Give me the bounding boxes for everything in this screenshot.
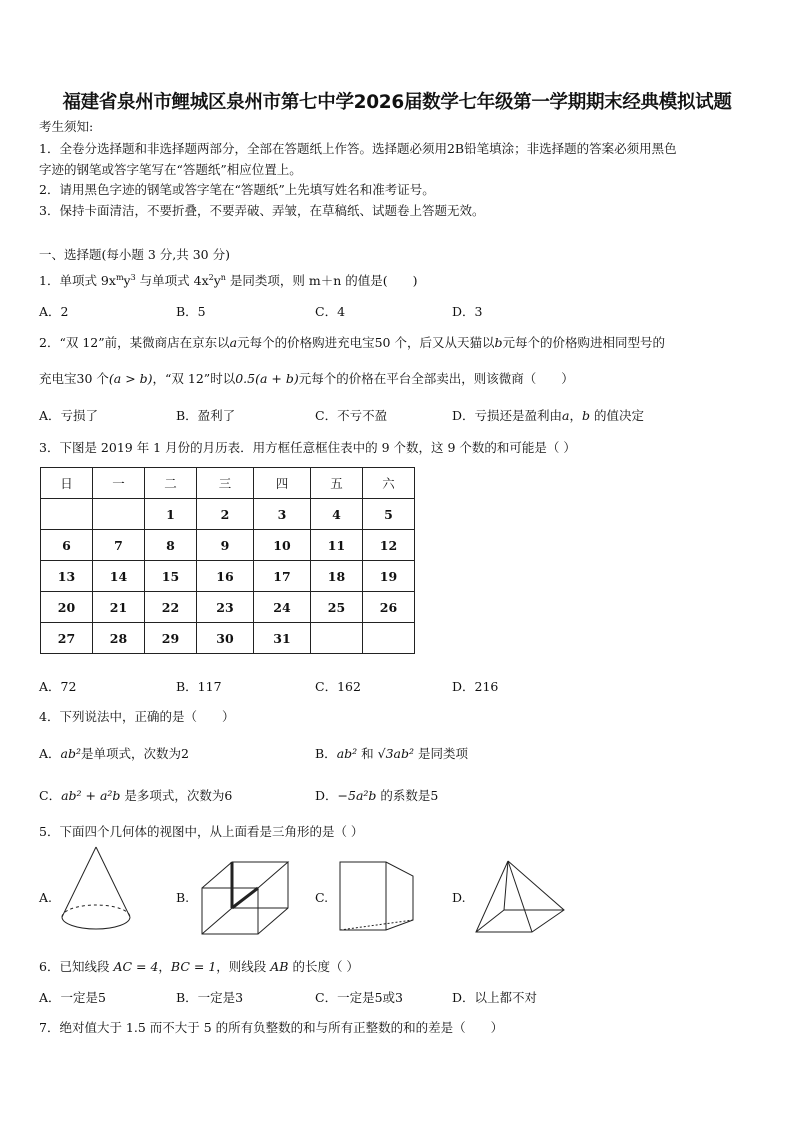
cone-base-front [62, 917, 130, 929]
calendar-row [41, 561, 415, 592]
q4-expr: ab² [60, 746, 81, 761]
q4-option-text: 是多项式，次数为6 [120, 788, 233, 803]
q1-stem-part: 是同类项，则 m＋n 的值是( ) [225, 273, 418, 288]
q2-option-b: B．盈利了 [176, 408, 236, 423]
calendar-cell: 6 [41, 530, 93, 561]
calendar-header-row [41, 468, 415, 499]
notice-item-2: 2．请用黑色字迹的钢笔或答字笔在“答题纸”上先填写姓名和准考证号。 [39, 182, 435, 197]
calendar-cell: 4 [311, 499, 363, 530]
q6-text: 的长度（ ） [288, 959, 359, 974]
q2-option-d-sep: ， [569, 408, 582, 423]
question-3-stem: 3．下图是 2019 年 1 月份的月历表．用方框任意框住表中的 9 个数，这 9 个数的和可能是（ ） [39, 440, 576, 455]
calendar-row [41, 623, 415, 654]
calendar-row [41, 499, 415, 530]
calendar-cell [363, 623, 415, 654]
calendar-cell: 2 [197, 499, 254, 530]
notice-item-1-cont: 字迹的钢笔或答字笔写在“答题纸”相应位置上。 [39, 162, 302, 177]
q1-option-d: D．3 [452, 304, 483, 319]
calendar-cell: 15 [145, 561, 197, 592]
calendar-cell: 22 [145, 592, 197, 623]
calendar-cell: 26 [363, 592, 415, 623]
q4-option-label: D． [315, 788, 338, 803]
calendar-cell: 17 [254, 561, 311, 592]
q2-text: ，“双 12”时以 [152, 371, 236, 386]
calendar-cell: 21 [93, 592, 145, 623]
notice-item-1: 1．全卷分选择题和非选择题两部分，全部在答题纸上作答。选择题必须用2B铅笔填涂；非选择题的答案必须用黑色 [39, 141, 677, 156]
calendar-cell: 29 [145, 623, 197, 654]
cone-edge [62, 847, 96, 917]
q4-option-label: A． [39, 746, 61, 761]
q5-option-d-label: D. [452, 890, 466, 905]
q1-option-b: B．5 [176, 304, 206, 319]
q4-option-text: 和 [357, 746, 378, 761]
q5-option-b-label: B. [176, 890, 190, 905]
question-4-stem: 4．下列说法中，正确的是（ ） [39, 709, 235, 724]
q4-option-d [315, 786, 438, 804]
calendar-cell: 11 [311, 530, 363, 561]
calendar-header-cell: 二 [145, 468, 197, 499]
question-5-stem: 5．下面四个几何体的视图中，从上面看是三角形的是（ ） [39, 824, 364, 839]
calendar-cell: 12 [363, 530, 415, 561]
calendar-cell: 1 [145, 499, 197, 530]
question-6-stem [39, 957, 359, 975]
q6-text: ，则线段 [216, 959, 271, 974]
pyramid-figure [474, 858, 568, 936]
calendar-cell [93, 499, 145, 530]
q3-option-d: D．216 [452, 679, 499, 694]
q6-option-a: A．一定是5 [39, 990, 106, 1005]
calendar-row [41, 530, 415, 561]
notice-item-3: 3．保持卡面清洁，不要折叠，不要弄破、弄皱，在草稿纸、试题卷上答题无效。 [39, 203, 485, 218]
q1-option-a: A．2 [39, 304, 69, 319]
calendar-header-cell: 一 [93, 468, 145, 499]
q2-text: 2．“双 12”前，某微商店在京东以 [39, 335, 230, 350]
q3-option-b: B．117 [176, 679, 222, 694]
q6-expr: AC = 4 [113, 959, 159, 974]
pyramid-lines [476, 861, 564, 932]
q2-text: 元每个的价格购进充电宝50 个，后又从天猫以 [237, 335, 495, 350]
calendar-cell: 8 [145, 530, 197, 561]
cuboid-figure [198, 858, 292, 938]
calendar-cell: 13 [41, 561, 93, 592]
calendar-header-cell: 日 [41, 468, 93, 499]
q1-option-c: C．4 [315, 304, 346, 319]
q2-text: 元每个的价格在平台全部卖出，则该微商（ ） [298, 371, 574, 386]
q2-option-d-text: D．亏损还是盈利由 [452, 408, 563, 423]
q1-stem-part: y [213, 273, 221, 288]
calendar-cell: 24 [254, 592, 311, 623]
q4-option-a [39, 744, 189, 762]
q2-var-b: b [582, 408, 591, 423]
question-2-line-1 [39, 333, 665, 351]
q6-expr: AB [270, 959, 289, 974]
q4-option-text: 是同类项 [414, 746, 468, 761]
calendar-cell: 25 [311, 592, 363, 623]
q6-option-b: B．一定是3 [176, 990, 244, 1005]
calendar-header-cell: 四 [254, 468, 311, 499]
calendar-cell [41, 499, 93, 530]
q2-option-d-tail: 的值决定 [590, 408, 644, 423]
calendar-cell [311, 623, 363, 654]
calendar-cell: 7 [93, 530, 145, 561]
q6-text: 6．已知线段 [39, 959, 114, 974]
q3-option-c: C．162 [315, 679, 361, 694]
cone-base-back [62, 905, 130, 917]
q6-option-d: D．以上都不对 [452, 990, 538, 1005]
q4-expr: ab² [336, 746, 358, 761]
q2-var-b: b [494, 335, 503, 350]
calendar-cell: 27 [41, 623, 93, 654]
q5-option-a-label: A. [39, 890, 53, 905]
calendar-cell: 3 [254, 499, 311, 530]
prism-figure [338, 858, 416, 932]
calendar-cell: 31 [254, 623, 311, 654]
q6-expr: BC = 1 [170, 959, 217, 974]
q4-expr: −5a²b [337, 788, 377, 803]
q4-option-text: 是单项式，次数为2 [81, 746, 189, 761]
q2-option-d [452, 406, 644, 424]
q1-sup: n [220, 272, 226, 282]
prism-lines [340, 862, 413, 930]
calendar-header-cell: 三 [197, 468, 254, 499]
q2-var-a: a [229, 335, 238, 350]
q1-stem-part: 与单项式 4x [135, 273, 209, 288]
calendar-cell: 28 [93, 623, 145, 654]
calendar-cell: 9 [197, 530, 254, 561]
calendar-cell: 5 [363, 499, 415, 530]
q1-stem-part: y [123, 273, 131, 288]
q1-stem-part: 1．单项式 9x [39, 273, 116, 288]
q4-expr: √3ab² [377, 746, 414, 761]
q4-option-c [39, 786, 232, 804]
question-2-line-2 [39, 369, 574, 387]
q2-price-expr: 0.5(a + b) [235, 371, 299, 386]
calendar-cell: 18 [311, 561, 363, 592]
cone-figure [58, 845, 134, 947]
q4-option-text: 的系数是5 [376, 788, 439, 803]
calendar-cell: 10 [254, 530, 311, 561]
calendar-cell: 23 [197, 592, 254, 623]
q4-option-b [315, 744, 468, 762]
calendar-cell: 20 [41, 592, 93, 623]
page-title: 福建省泉州市鲤城区泉州市第七中学2026届数学七年级第一学期期末经典模拟试题 [62, 92, 732, 113]
question-7-stem: 7．绝对值大于 1.5 而不大于 5 的所有负整数的和与所有正整数的和的差是（ ） [39, 1020, 504, 1035]
q2-option-c: C．不亏不盈 [315, 408, 388, 423]
q6-text: ， [158, 959, 171, 974]
calendar-cell: 14 [93, 561, 145, 592]
q2-condition: (a > b) [108, 371, 153, 386]
section-heading: 一、选择题(每小题 3 分,共 30 分) [39, 247, 230, 262]
q2-text: 充电宝30 个 [39, 371, 109, 386]
q2-text: 元每个的价格购进相同型号的 [502, 335, 665, 350]
question-1-stem [39, 271, 418, 289]
q4-option-label: B． [315, 746, 337, 761]
q5-option-c-label: C. [315, 890, 329, 905]
calendar-cell: 19 [363, 561, 415, 592]
calendar-header-cell: 五 [311, 468, 363, 499]
notice-heading: 考生须知: [39, 119, 94, 134]
q1-sup: 2 [208, 272, 214, 282]
calendar-row [41, 592, 415, 623]
q6-option-c: C．一定是5或3 [315, 990, 403, 1005]
q4-option-label: C． [39, 788, 62, 803]
calendar-cell: 16 [197, 561, 254, 592]
calendar-table [40, 467, 415, 654]
calendar-header-cell: 六 [363, 468, 415, 499]
q2-option-a: A．亏损了 [39, 408, 99, 423]
cuboid-lines [202, 862, 288, 934]
q2-var-a: a [562, 408, 570, 423]
q1-sup: m [115, 272, 124, 282]
q3-option-a: A．72 [39, 679, 77, 694]
calendar-cell: 30 [197, 623, 254, 654]
q1-sup: 3 [130, 272, 136, 282]
q4-expr: ab² + a²b [61, 788, 121, 803]
